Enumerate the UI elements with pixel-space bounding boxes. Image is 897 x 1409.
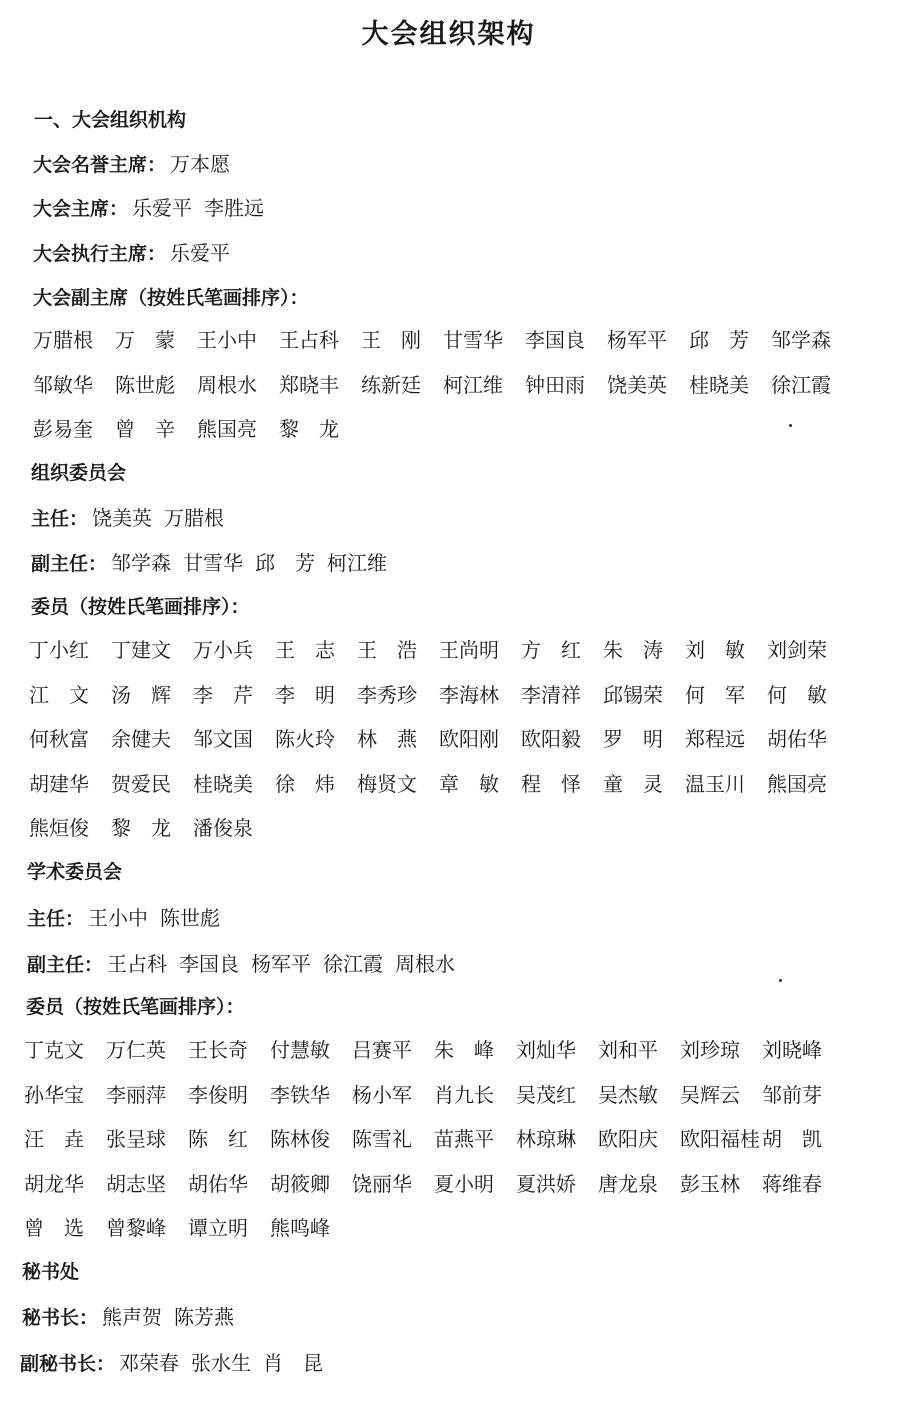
person-name: 孙华宝	[24, 1082, 84, 1107]
person-name: 丁小红	[29, 638, 89, 662]
person-name: 乐爱平	[170, 241, 231, 265]
person-name: 潘俊泉	[193, 816, 253, 840]
person-name: 曾 辛	[115, 417, 175, 441]
person-name: 吴辉云	[680, 1082, 740, 1107]
name-row	[29, 723, 849, 768]
deputy-secretary-label: 副秘书长：	[20, 1353, 116, 1375]
person-name: 黎 龙	[111, 816, 171, 840]
person-name: 胡志坚	[106, 1171, 166, 1196]
person-name: 徐江霞	[771, 372, 831, 397]
person-name: 邹学森	[111, 551, 172, 575]
person-name: 李国良	[179, 952, 240, 976]
person-name: 胡建华	[29, 771, 89, 796]
person-name: 贺爱民	[111, 771, 171, 796]
person-name: 罗 明	[603, 727, 663, 751]
person-name: 余健夫	[111, 727, 171, 751]
org-vice-director-label: 副主任：	[31, 553, 108, 575]
person-name: 彭易奎	[33, 417, 93, 441]
person-name: 邹学森	[771, 328, 831, 352]
person-name: 杨军平	[607, 328, 667, 352]
name-row	[29, 679, 849, 724]
academic-committee-heading: 学术委员会	[27, 861, 123, 883]
deputy-secretary-names	[119, 1351, 335, 1375]
person-name: 胡佑华	[188, 1171, 248, 1196]
name-row	[33, 369, 853, 414]
name-row	[33, 324, 853, 369]
person-name: 王小中	[197, 328, 257, 352]
person-name: 邱锡荣	[603, 682, 663, 707]
person-name: 柯江维	[443, 372, 503, 397]
person-name: 郑程远	[685, 727, 745, 751]
org-committee-heading: 组织委员会	[31, 462, 127, 484]
person-name: 熊声贺	[102, 1305, 163, 1329]
person-name: 熊烜俊	[29, 816, 89, 840]
person-name: 甘雪华	[183, 551, 244, 575]
person-name: 王 志	[275, 638, 335, 662]
person-name: 邹敏华	[33, 372, 93, 397]
academic-vice-director-line	[27, 948, 467, 977]
person-name: 万仁英	[106, 1038, 166, 1062]
person-name: 刘剑荣	[767, 638, 827, 662]
person-name: 练新廷	[361, 372, 421, 397]
person-name: 饶美英	[92, 506, 153, 530]
person-name: 万小兵	[193, 638, 253, 662]
person-name: 胡佑华	[767, 727, 827, 751]
person-name: 柯江维	[327, 551, 388, 575]
person-name: 王小中	[88, 906, 149, 930]
person-name: 郑晓丰	[279, 372, 339, 397]
person-name: 王 刚	[361, 328, 421, 352]
person-name: 邱 芳	[689, 328, 749, 352]
person-name: 徐 炜	[275, 771, 335, 796]
person-name: 王 浩	[357, 638, 417, 662]
person-name: 程 怿	[521, 771, 581, 796]
person-name: 方 红	[521, 638, 581, 662]
person-name: 胡筱卿	[270, 1171, 330, 1196]
person-name: 万腊根	[33, 328, 93, 352]
person-name: 欧阳福桂	[680, 1127, 760, 1151]
person-name: 刘 敏	[685, 638, 745, 662]
org-members-grid	[29, 634, 849, 857]
person-name: 李胜远	[204, 196, 265, 220]
person-name: 李国良	[525, 328, 585, 352]
person-name: 谭立明	[188, 1216, 248, 1240]
person-name: 陈雪礼	[352, 1127, 412, 1151]
person-name: 钟田雨	[525, 372, 585, 397]
person-name: 乐爱平	[132, 196, 193, 220]
person-name: 汪 垚	[24, 1127, 84, 1151]
person-name: 刘晓峰	[762, 1038, 822, 1062]
person-name: 李铁华	[270, 1082, 330, 1107]
person-name: 万 蒙	[115, 328, 175, 352]
person-name: 陈 红	[188, 1127, 248, 1151]
person-name: 曾 选	[24, 1216, 84, 1240]
person-name: 周根水	[395, 952, 456, 976]
person-name: 饶丽华	[352, 1171, 412, 1196]
person-name: 熊国亮	[197, 417, 257, 441]
person-name: 彭玉林	[680, 1171, 740, 1196]
chair-names	[132, 196, 276, 220]
org-director-line	[31, 502, 236, 531]
name-row	[29, 812, 849, 857]
person-name: 吕赛平	[352, 1038, 412, 1062]
org-vice-director-line	[31, 547, 399, 576]
person-name: 王占科	[279, 328, 339, 352]
person-name: 邓荣春	[119, 1351, 180, 1375]
person-name: 杨小军	[352, 1082, 412, 1107]
person-name: 熊鸣峰	[270, 1216, 330, 1240]
person-name: 吴杰敏	[598, 1082, 658, 1107]
person-name: 肖九长	[434, 1082, 494, 1107]
person-name: 邹文国	[193, 727, 253, 751]
academic-members-label: 委员（按姓氏笔画排序）：	[26, 996, 245, 1018]
person-name: 朱 涛	[603, 638, 663, 662]
person-name: 曾黎峰	[106, 1216, 166, 1240]
academic-director-names	[88, 906, 232, 930]
person-name: 吴茂红	[516, 1082, 576, 1107]
org-members-label: 委员（按姓氏笔画排序）：	[31, 596, 250, 618]
honorary-chair-line	[33, 148, 242, 177]
person-name: 朱 峰	[434, 1038, 494, 1062]
deputy-secretary-line	[20, 1347, 335, 1376]
academic-vice-director-label: 副主任：	[27, 954, 104, 976]
name-row	[24, 1168, 844, 1213]
person-name: 杨军平	[251, 952, 312, 976]
academic-director-line	[27, 902, 232, 931]
academic-members-grid	[24, 1034, 844, 1257]
person-name: 桂晓美	[689, 372, 749, 397]
person-name: 王占科	[107, 952, 168, 976]
person-name: 徐江霞	[323, 952, 384, 976]
person-name: 李海林	[439, 682, 499, 707]
org-director-names	[92, 506, 236, 530]
secretariat-heading: 秘书处	[22, 1261, 80, 1283]
academic-vice-director-names	[107, 952, 467, 976]
person-name: 肖 昆	[263, 1351, 324, 1375]
org-director-label: 主任：	[31, 508, 89, 530]
section-heading: 一、大会组织机构	[34, 109, 187, 131]
person-name: 甘雪华	[443, 328, 503, 352]
scan-speck	[779, 979, 782, 982]
person-name: 陈林俊	[270, 1127, 330, 1151]
person-name: 何 敏	[767, 682, 827, 707]
chair-line	[33, 192, 276, 221]
person-name: 陈火玲	[275, 727, 335, 751]
person-name: 苗燕平	[434, 1127, 494, 1151]
person-name: 桂晓美	[193, 771, 253, 796]
person-name: 丁克文	[24, 1038, 84, 1062]
person-name: 林 燕	[357, 727, 417, 751]
person-name: 张呈球	[106, 1127, 166, 1151]
person-name: 江 文	[29, 682, 89, 707]
name-row	[29, 634, 849, 679]
scan-speck	[789, 424, 792, 427]
name-row	[24, 1034, 844, 1079]
person-name: 胡龙华	[24, 1171, 84, 1196]
person-name: 陈芳燕	[174, 1305, 235, 1329]
person-name: 汤 辉	[111, 682, 171, 707]
person-name: 李俊明	[188, 1082, 248, 1107]
exec-chair-label: 大会执行主席：	[33, 243, 167, 265]
person-name: 张水生	[191, 1351, 252, 1375]
person-name: 李秀珍	[357, 682, 417, 707]
chair-label: 大会主席：	[33, 198, 129, 220]
person-name: 温玉川	[685, 771, 745, 796]
person-name: 蒋维春	[762, 1171, 822, 1196]
page-title: 大会组织架构	[361, 19, 536, 50]
person-name: 章 敏	[439, 771, 499, 796]
exec-chair-line	[33, 237, 242, 266]
honorary-chair-label: 大会名誉主席：	[33, 154, 167, 176]
person-name: 饶美英	[607, 372, 667, 397]
person-name: 陈世彪	[115, 372, 175, 397]
person-name: 胡 凯	[762, 1127, 822, 1151]
person-name: 黎 龙	[279, 417, 339, 441]
person-name: 刘和平	[598, 1038, 658, 1062]
person-name: 陈世彪	[160, 906, 221, 930]
name-row	[24, 1212, 844, 1257]
person-name: 丁建文	[111, 638, 171, 662]
name-row	[24, 1079, 844, 1124]
honorary-chair-names	[170, 152, 242, 176]
name-row	[24, 1123, 844, 1168]
person-name: 王长奇	[188, 1038, 248, 1062]
person-name: 付慧敏	[270, 1038, 330, 1062]
person-name: 刘灿华	[516, 1038, 576, 1062]
person-name: 李 芹	[193, 682, 253, 707]
person-name: 万本愿	[170, 152, 231, 176]
exec-chair-names	[170, 241, 242, 265]
person-name: 熊国亮	[767, 771, 827, 796]
academic-director-label: 主任：	[27, 908, 85, 930]
person-name: 邹前芽	[762, 1082, 822, 1107]
person-name: 邱 芳	[255, 551, 316, 575]
person-name: 周根水	[197, 372, 257, 397]
secretary-general-names	[102, 1305, 246, 1329]
person-name: 欧阳毅	[521, 727, 581, 751]
person-name: 欧阳庆	[598, 1127, 658, 1151]
person-name: 夏洪娇	[516, 1171, 576, 1196]
person-name: 刘珍琼	[680, 1038, 740, 1062]
name-row	[33, 413, 853, 458]
person-name: 李 明	[275, 682, 335, 707]
person-name: 梅贤文	[357, 771, 417, 796]
person-name: 唐龙泉	[598, 1171, 658, 1196]
vice-chairs-label: 大会副主席（按姓氏笔画排序）：	[33, 287, 309, 309]
person-name: 李丽萍	[106, 1082, 166, 1107]
person-name: 何 军	[685, 682, 745, 707]
person-name: 夏小明	[434, 1171, 494, 1196]
person-name: 何秋富	[29, 727, 89, 751]
person-name: 万腊根	[164, 506, 225, 530]
secretary-general-label: 秘书长：	[22, 1307, 99, 1329]
name-row	[29, 768, 849, 813]
secretary-general-line	[22, 1301, 246, 1330]
person-name: 王尚明	[439, 638, 499, 662]
vice-chairs-grid	[33, 324, 853, 458]
person-name: 李清祥	[521, 682, 581, 707]
person-name: 林琼琳	[516, 1127, 576, 1151]
org-vice-director-names	[111, 551, 399, 575]
person-name: 童 灵	[603, 771, 663, 796]
person-name: 欧阳刚	[439, 727, 499, 751]
